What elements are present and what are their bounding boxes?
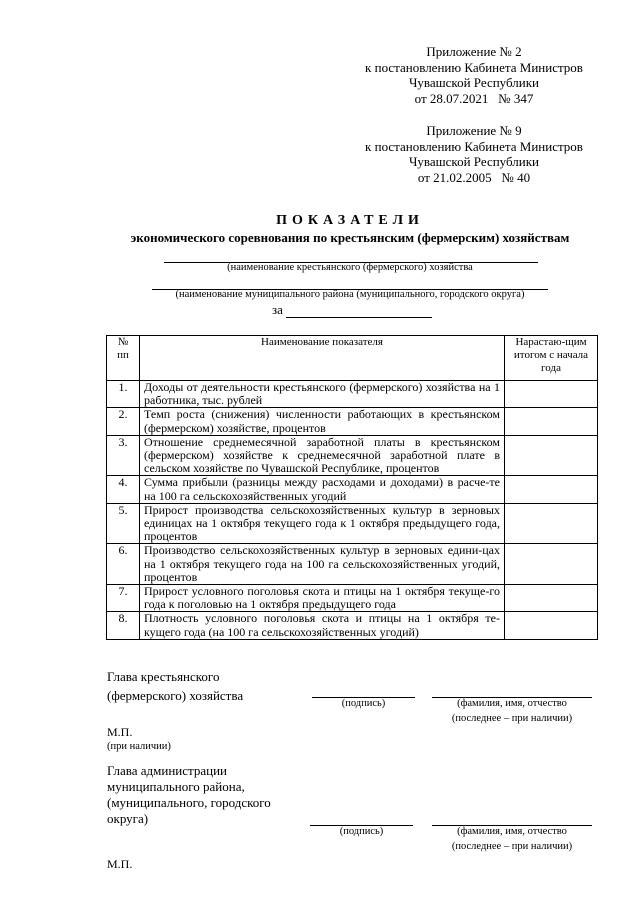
appendix-2-title: Приложение № 2: [426, 44, 522, 59]
admin-head-line1: Глава администрации: [107, 763, 228, 778]
indicator-name: Темп роста (снижения) численности работающих в крестьянском (фермерском) хозяйстве, процентов: [140, 408, 505, 435]
table-row: [107, 503, 598, 544]
admin-fullname-caption-2: (последнее – при наличии): [451, 841, 573, 852]
header-num: № пп: [107, 336, 140, 381]
admin-head-line3: (муниципального, городского: [107, 795, 271, 810]
stamp-2: [107, 857, 132, 871]
cumulative-value-cell[interactable]: [505, 435, 598, 476]
farm-fullname-caption-2: (последнее – при наличии): [451, 713, 573, 724]
farm-head-label: [107, 669, 243, 704]
period-line: [286, 317, 432, 318]
row-number: 8.: [107, 612, 140, 639]
row-number: 4.: [107, 476, 140, 503]
table-row: [107, 381, 598, 408]
appendix-2-date: от 28.07.2021 № 347: [414, 90, 534, 106]
farm-fullname-caption-1: (фамилия, имя, отчество: [457, 698, 567, 709]
cumulative-value-cell[interactable]: [505, 476, 598, 503]
indicator-name: Производство сельскохозяйственных культур в зерновых едини-цах на 1 октября текущего года на 100 га сельскохозяйственных угодий, процентов: [140, 544, 505, 585]
farm-head-line1: Глава крестьянского: [107, 669, 220, 684]
period-label: за: [272, 302, 283, 317]
appendix-9-header: [324, 123, 624, 185]
row-number: 6.: [107, 544, 140, 585]
table-row: [107, 544, 598, 585]
cumulative-value-cell[interactable]: [505, 585, 598, 612]
row-number: 1.: [107, 381, 140, 408]
admin-fullname-caption-1: (фамилия, имя, отчество: [457, 826, 567, 837]
header-cumulative: Нарастаю-щим итогом с начала года: [505, 336, 598, 381]
indicator-name: Отношение среднемесячной заработной платы в крестьянском (фермерском) хозяйстве к среднемесячной заработной плате в сельском хозяйстве по Чувашской Республике, процентов: [140, 435, 505, 476]
district-caption: (наименование муниципального района (муниципального, городского округа): [175, 289, 525, 300]
document-subtitle: экономического соревнования по крестьянским (фермерским) хозяйствам: [130, 230, 570, 245]
stamp-1-note: (при наличии): [107, 741, 171, 752]
cumulative-value-cell[interactable]: [505, 612, 598, 639]
appendix-9-title: Приложение № 9: [426, 123, 522, 138]
table-row: [107, 585, 598, 612]
table-header-row: [107, 336, 598, 381]
appendix-9-republic: Чувашской Республики: [408, 154, 540, 169]
indicator-name: Доходы от деятельности крестьянского (фермерского) хозяйства на 1 работника, тыс. рублей: [140, 381, 505, 408]
cumulative-value-cell[interactable]: [505, 544, 598, 585]
table-row: [107, 612, 598, 639]
indicator-name: Плотность условного поголовья скота и птицы на 1 октября те-кущего года (на 100 га сельскохозяйственных угодий): [140, 612, 505, 639]
admin-head-label: [107, 763, 271, 827]
row-number: 7.: [107, 585, 140, 612]
cumulative-value-cell[interactable]: [505, 503, 598, 544]
table-row: [107, 408, 598, 435]
stamp-1: [107, 725, 171, 754]
appendix-2-header: [324, 44, 624, 106]
appendix-9-resolution: к постановлению Кабинета Министров: [365, 138, 583, 154]
farm-signature-caption: (подпись): [341, 698, 386, 709]
admin-head-line2: муниципального района,: [107, 779, 245, 794]
farm-head-line2: (фермерского) хозяйства: [107, 688, 244, 703]
stamp-1-label: М.П.: [107, 725, 133, 739]
appendix-2-republic: Чувашской Республики: [408, 75, 540, 90]
admin-head-line4: округа): [107, 811, 149, 826]
table-row: [107, 435, 598, 476]
stamp-2-label: М.П.: [107, 857, 133, 871]
indicator-name: Прирост производства сельскохозяйственных культур в зерновых единицах на 1 октября текущего года к 1 октября предыдущего года, процентов: [140, 503, 505, 544]
admin-signature-caption: (подпись): [339, 826, 384, 837]
appendix-2-resolution: к постановлению Кабинета Министров: [365, 59, 583, 75]
cumulative-value-cell[interactable]: [505, 381, 598, 408]
row-number: 5.: [107, 503, 140, 544]
indicator-name: Прирост условного поголовья скота и птицы на 1 октября текуще-го года к поголовью на 1 октября предыдущего года: [140, 585, 505, 612]
header-indicator-name: Наименование показателя: [140, 336, 505, 381]
row-number: 3.: [107, 435, 140, 476]
appendix-9-date: от 21.02.2005 № 40: [417, 169, 531, 185]
table-row: [107, 476, 598, 503]
document-title: ПОКАЗАТЕЛИ: [276, 213, 424, 228]
cumulative-value-cell[interactable]: [505, 408, 598, 435]
indicator-name: Сумма прибыли (разницы между расходами и доходами) в расче-те на 100 га сельскохозяйственных угодий: [140, 476, 505, 503]
farm-name-caption: (наименование крестьянского (фермерского) хозяйства: [227, 262, 473, 273]
row-number: 2.: [107, 408, 140, 435]
indicators-table: [106, 335, 598, 640]
